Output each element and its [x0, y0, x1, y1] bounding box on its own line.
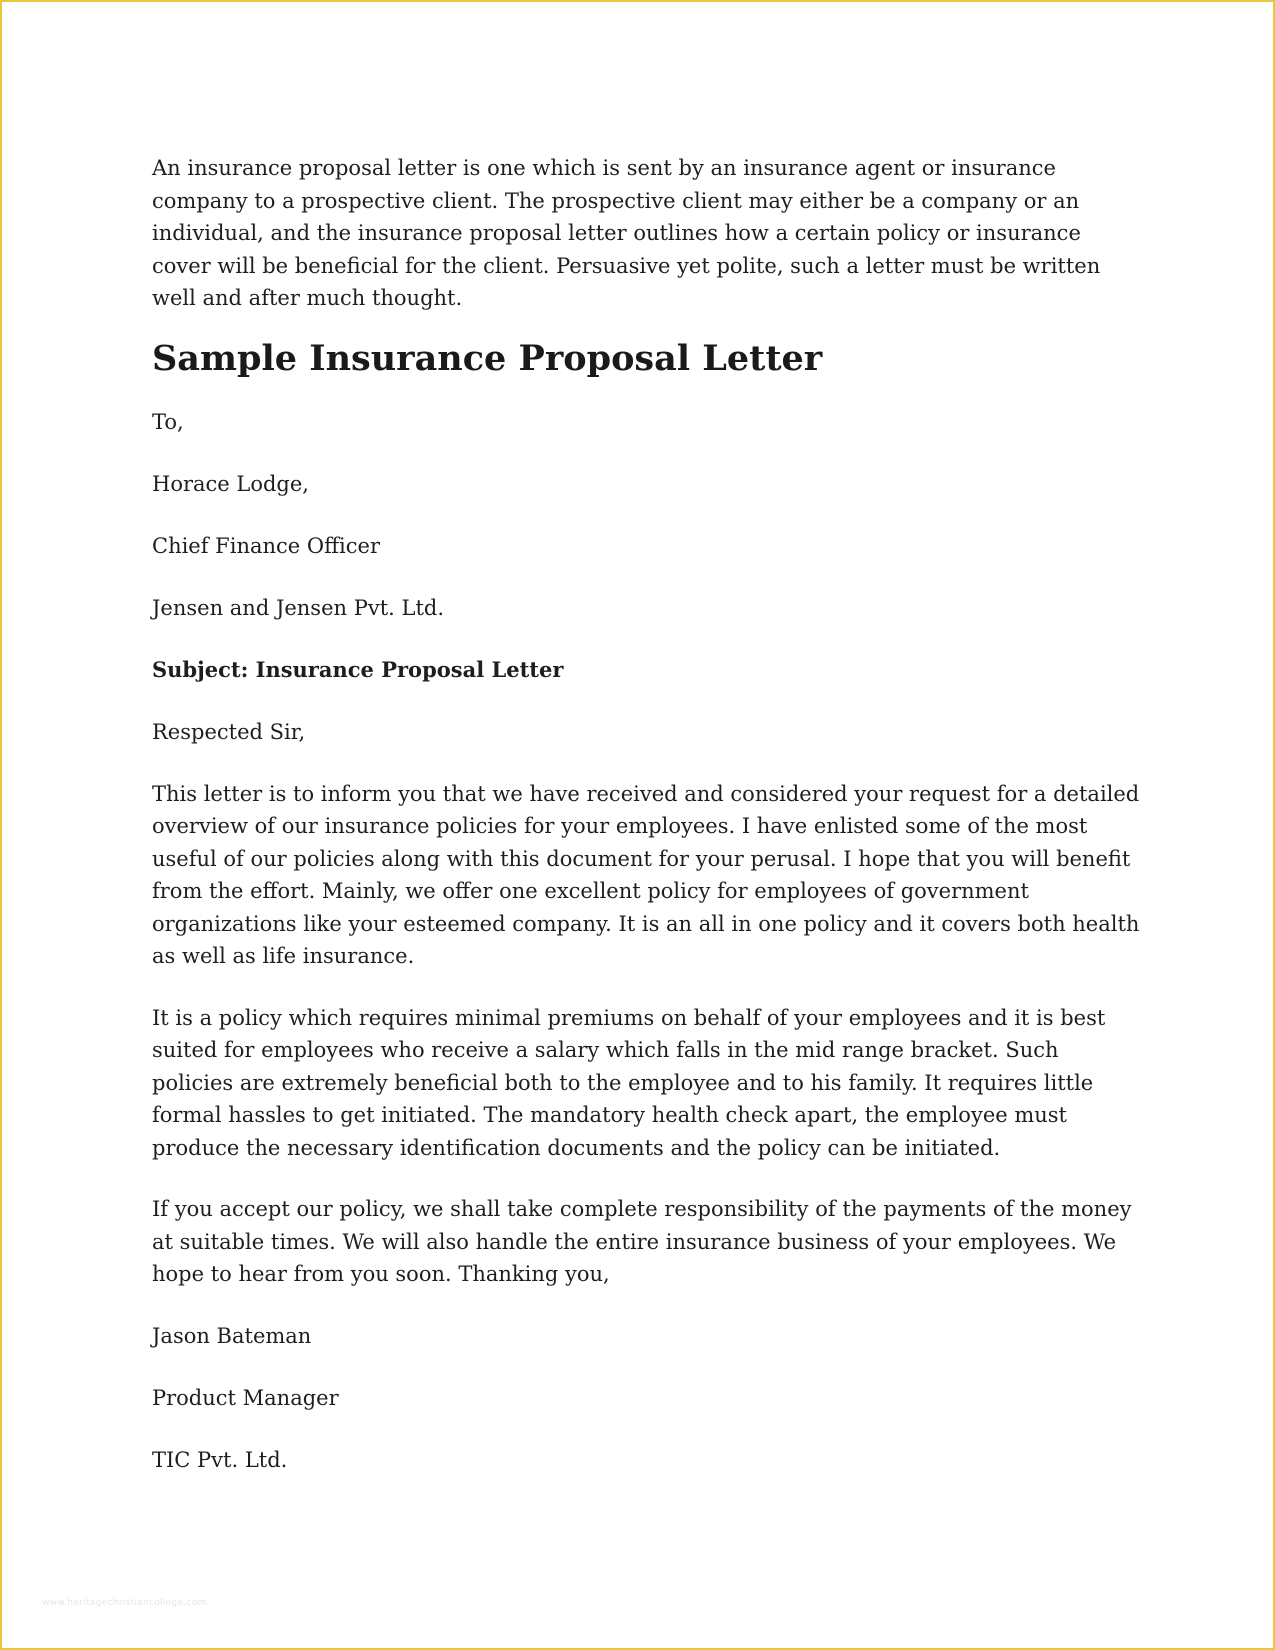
subject-line: Subject: Insurance Proposal Letter — [152, 656, 564, 682]
letter-content — [152, 152, 1142, 1506]
recipient-name: Horace Lodge, — [152, 471, 309, 496]
sender-company: TIC Pvt. Ltd. — [152, 1447, 288, 1472]
recipient-position: Chief Finance Officer — [152, 533, 380, 558]
recipient-to: To, — [152, 409, 184, 434]
body-paragraph-1: This letter is to inform you that we have received and considered your request for a detailed overview of our insurance policies for your employees. I have enlisted some of the most useful of our policies along with this document for your perusal. I hope that you will benefit from the effort. Mainly, we offer one excellent policy for employees of government organizations like your esteemed company. It is an all in one policy and it covers both health as well as life insurance. — [152, 781, 1140, 968]
recipient-company: Jensen and Jensen Pvt. Ltd. — [152, 595, 445, 620]
sender-position: Product Manager — [152, 1385, 339, 1410]
document-title: Sample Insurance Proposal Letter — [152, 337, 823, 379]
sender-name: Jason Bateman — [152, 1323, 312, 1348]
salutation: Respected Sir, — [152, 719, 306, 744]
watermark-text: www.heritagechristiancollege.com — [42, 1598, 207, 1608]
body-paragraph-2: It is a policy which requires minimal premiums on behalf of your employees and it is best suited for employees who receive a salary which falls in the mid range bracket. Such policies are extremely beneficial both to the employee and to his family. It requires little formal hassles to get initiated. The mandatory health check apart, the employee must produce the necessary identification documents and the policy can be initiated. — [152, 1005, 1106, 1160]
intro-paragraph: An insurance proposal letter is one which is sent by an insurance agent or insurance company to a prospective client. The prospective client may either be a company or an individual, and the insurance proposal letter outlines how a certain policy or insurance cover will be beneficial for the client. Persuasive yet polite, such a letter must be written well and after much thought. — [152, 156, 1101, 310]
body-paragraph-3: If you accept our policy, we shall take complete responsibility of the payments of the money at suitable times. We will also handle the entire insurance business of your employees. We hope to hear from you soon. Thanking you, — [152, 1197, 1132, 1286]
